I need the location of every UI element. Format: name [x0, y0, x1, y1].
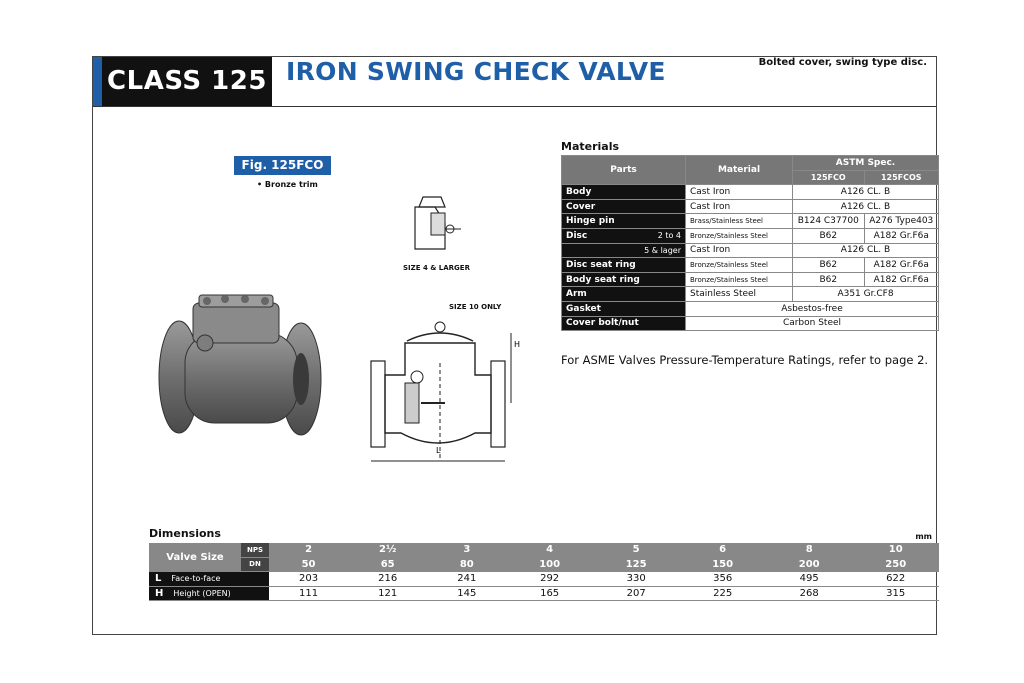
part-label: Gasket [562, 301, 686, 316]
dim-l-label: L [436, 446, 441, 455]
part-sub: 5 & lager [644, 245, 681, 255]
dn-cell: 150 [679, 557, 766, 572]
h-cell: 207 [593, 586, 680, 601]
dn-row [149, 557, 939, 572]
dn-cell: 100 [506, 557, 593, 572]
h-cell: 121 [348, 586, 427, 601]
material-cell: Cast Iron [686, 199, 793, 214]
l-cell: 495 [766, 572, 853, 587]
spec-cell: A126 CL. B [793, 243, 939, 258]
valve-size-label: Valve Size [149, 543, 241, 572]
dn-cell: 80 [427, 557, 506, 572]
spec-cell: A126 CL. B [793, 185, 939, 200]
part-sub: 2 to 4 [657, 230, 681, 240]
dimensions-title: Dimensions [149, 527, 221, 540]
l-cell: 622 [852, 572, 939, 587]
nps-cell: 3 [427, 543, 506, 557]
dn-cell: 65 [348, 557, 427, 572]
size10-caption: SIZE 10 ONLY [449, 303, 502, 311]
l-cell: 330 [593, 572, 680, 587]
nps-cell: 6 [679, 543, 766, 557]
h-cell: 268 [766, 586, 853, 601]
h-cell: 315 [852, 586, 939, 601]
page-title: IRON SWING CHECK VALVE [286, 57, 666, 86]
spec-cell: A182 Gr.F6a [864, 272, 938, 287]
spec-cell: B124 C37700 [793, 214, 865, 229]
part-name: Disc [566, 230, 588, 241]
material-cell: Stainless Steel [686, 287, 793, 302]
materials-title: Materials [561, 140, 620, 153]
part-label: Hinge pin [562, 214, 686, 229]
header-bar [93, 57, 936, 107]
header-accent [93, 57, 102, 106]
valve-photo [155, 293, 325, 438]
row-key: H [155, 587, 164, 599]
part-label: Body seat ring [562, 272, 686, 287]
nps-label: NPS [241, 543, 269, 557]
material-cell: Cast Iron [686, 185, 793, 200]
part-label: Cover bolt/nut [562, 316, 686, 331]
l-cell: 356 [679, 572, 766, 587]
row-label-h [149, 586, 269, 601]
spec-cell: A351 Gr.CF8 [793, 287, 939, 302]
table-row [562, 199, 939, 214]
h-cell: 145 [427, 586, 506, 601]
nps-cell: 5 [593, 543, 680, 557]
dn-label: DN [241, 557, 269, 572]
table-row [562, 301, 939, 316]
table-row [562, 287, 939, 302]
catalog-sheet [92, 56, 937, 635]
table-row [562, 272, 939, 287]
material-cell: Bronze/Stainless Steel [686, 258, 793, 273]
table-row [562, 243, 939, 258]
materials-header-parts: Parts [562, 156, 686, 185]
class-label: CLASS 125 [102, 57, 272, 106]
h-cell: 165 [506, 586, 593, 601]
table-row [562, 316, 939, 331]
section-drawing [365, 313, 525, 469]
spec-cell: A182 Gr.F6a [864, 258, 938, 273]
spec-cell: A276 Type403 [864, 214, 938, 229]
page-subtitle: Bolted cover, swing type disc. [758, 57, 927, 68]
l-cell: 203 [269, 572, 348, 587]
dn-cell: 250 [852, 557, 939, 572]
materials-header-material: Material [686, 156, 793, 185]
ratings-reference: For ASME Valves Pressure-Temperature Ratings, refer to page 2. [561, 353, 929, 367]
dn-cell: 200 [766, 557, 853, 572]
part-label: Cover [562, 199, 686, 214]
nps-cell: 4 [506, 543, 593, 557]
material-cell: Bronze/Stainless Steel [686, 272, 793, 287]
nps-cell: 10 [852, 543, 939, 557]
part-label: Body [562, 185, 686, 200]
dimensions-unit: mm [915, 532, 932, 541]
materials-table [561, 155, 939, 331]
figure-badge: Fig. 125FCO [234, 156, 331, 175]
spec-cell: B62 [793, 258, 865, 273]
table-row [149, 586, 939, 601]
h-cell: 111 [269, 586, 348, 601]
part-label: Arm [562, 287, 686, 302]
spec-cell: A126 CL. B [793, 199, 939, 214]
material-cell: Carbon Steel [686, 316, 939, 331]
part-label [562, 228, 686, 243]
spec-cell: B62 [793, 272, 865, 287]
materials-header-astm: ASTM Spec. [793, 156, 939, 171]
dn-cell: 50 [269, 557, 348, 572]
small-valve-drawing [405, 193, 465, 259]
row-desc: Height (OPEN) [173, 588, 231, 598]
table-row [562, 214, 939, 229]
table-row [562, 228, 939, 243]
row-desc: Face-to-face [171, 574, 221, 584]
small-drawing-caption: SIZE 4 & LARGER [403, 264, 470, 272]
nps-cell: 8 [766, 543, 853, 557]
part-label [562, 243, 686, 258]
spec-cell: A182 Gr.F6a [864, 228, 938, 243]
material-cell: Cast Iron [686, 243, 793, 258]
row-key: L [155, 573, 162, 585]
l-cell: 292 [506, 572, 593, 587]
nps-cell: 2½ [348, 543, 427, 557]
material-cell: Asbestos-free [686, 301, 939, 316]
dim-h-label: H [514, 340, 521, 349]
l-cell: 241 [427, 572, 506, 587]
h-cell: 225 [679, 586, 766, 601]
dimensions-table [149, 543, 939, 601]
table-row [149, 572, 939, 587]
spec-cell: B62 [793, 228, 865, 243]
table-row [562, 258, 939, 273]
l-cell: 216 [348, 572, 427, 587]
nps-cell: 2 [269, 543, 348, 557]
materials-header-col2: 125FCOS [864, 170, 938, 185]
material-cell: Brass/Stainless Steel [686, 214, 793, 229]
dn-cell: 125 [593, 557, 680, 572]
material-cell: Bronze/Stainless Steel [686, 228, 793, 243]
row-label-l [149, 572, 269, 587]
figure-note: • Bronze trim [257, 180, 318, 189]
nps-row [149, 543, 939, 557]
part-label: Disc seat ring [562, 258, 686, 273]
table-row [562, 185, 939, 200]
materials-header-col1: 125FCO [793, 170, 865, 185]
